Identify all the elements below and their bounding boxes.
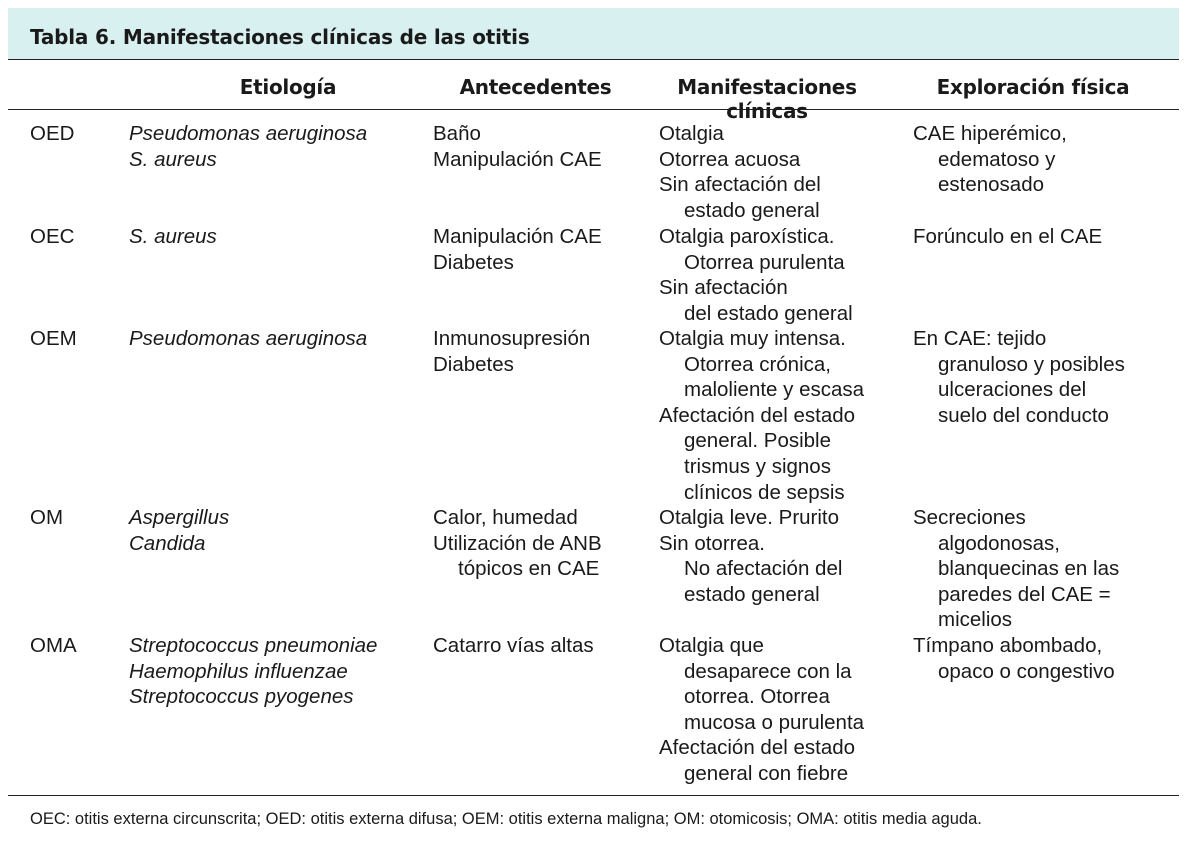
cell-line: otorrea. Otorrea <box>684 685 830 709</box>
header-etiologia: Etiología <box>239 75 337 99</box>
cell-line: Streptococcus pyogenes <box>129 685 354 709</box>
antecedentes-cell <box>433 326 590 377</box>
cell-line: Diabetes <box>433 250 514 274</box>
cell-line: No afectación del <box>684 557 843 581</box>
table-title: Tabla 6. Manifestaciones clínicas de las otitis <box>30 25 530 49</box>
cell-line: Sin otorrea. <box>659 531 765 555</box>
manifestaciones-cell <box>659 224 853 326</box>
manifestaciones-cell <box>659 505 842 607</box>
header-manifestaciones: Manifestaciones clínicas <box>677 75 857 123</box>
cell-line: OMA <box>30 634 77 657</box>
cell-line: Calor, humedad <box>433 506 578 529</box>
cell-line: maloliente y escasa <box>684 378 865 402</box>
cell-line: estenosado <box>938 173 1045 197</box>
cell-line: Sin afectación del <box>659 173 821 197</box>
cell-line: OED <box>30 122 75 145</box>
cell-line: Baño <box>433 122 481 145</box>
cell-line: S. aureus <box>129 147 217 171</box>
cell-line: suelo del conducto <box>938 403 1109 427</box>
cell-line: Sin afectación <box>659 276 788 300</box>
cell-line: edematoso y <box>938 147 1056 171</box>
exploracion-cell <box>913 224 1102 250</box>
cell-line: micelios <box>938 608 1013 632</box>
cell-line: Streptococcus pneumoniae <box>129 634 378 657</box>
antecedentes-cell <box>433 633 594 659</box>
etiologia-cell <box>129 633 377 710</box>
cell-line: granuloso y posibles <box>938 352 1125 376</box>
cell-line: trismus y signos <box>684 454 831 478</box>
cell-line: Afectación del estado <box>659 403 856 427</box>
cell-line: paredes del CAE = <box>938 582 1111 606</box>
exploracion-cell <box>913 326 1125 428</box>
exploracion-cell <box>913 121 1067 198</box>
abbr-cell <box>30 121 74 147</box>
abbr-cell <box>30 505 63 531</box>
abbr-cell <box>30 326 77 352</box>
etiologia-cell <box>129 224 217 250</box>
cell-line: Inmunosupresión <box>433 327 591 350</box>
abbr-cell <box>30 224 74 250</box>
antecedentes-cell <box>433 224 602 275</box>
cell-line: estado general <box>684 198 820 222</box>
cell-line: blanquecinas en las <box>938 557 1120 581</box>
cell-line: OEC <box>30 225 75 248</box>
cell-line: Manipulación CAE <box>433 225 602 248</box>
cell-line: tópicos en CAE <box>458 557 600 581</box>
cell-line: S. aureus <box>129 225 217 248</box>
etiologia-cell <box>129 326 367 352</box>
cell-line: Utilización de ANB <box>433 531 602 555</box>
cell-line: general. Posible <box>684 429 832 453</box>
exploracion-cell <box>913 505 1119 633</box>
antecedentes-cell <box>433 121 602 172</box>
cell-line: Otalgia muy intensa. <box>659 327 846 350</box>
table-row-om <box>8 505 1179 633</box>
table-row-oma <box>8 633 1179 787</box>
cell-line: general con fiebre <box>684 761 849 785</box>
table-footnote: OEC: otitis externa circunscrita; OED: otitis externa difusa; OEM: otitis externa maligna; OM: otomicosis; OMA: otitis media aguda. <box>30 810 982 828</box>
cell-line: Afectación del estado <box>659 736 856 760</box>
cell-line: desaparece con la <box>684 659 852 683</box>
cell-line: clínicos de sepsis <box>684 480 845 504</box>
cell-line: Diabetes <box>433 352 514 376</box>
cell-line: Otalgia que <box>659 634 764 657</box>
manifestaciones-cell <box>659 326 864 505</box>
antecedentes-cell <box>433 505 602 582</box>
etiologia-cell <box>129 121 367 172</box>
header-exploracion: Exploración física <box>936 75 1130 99</box>
table-row-oem <box>8 326 1179 505</box>
cell-line: Pseudomonas aeruginosa <box>129 327 368 350</box>
manifestaciones-cell <box>659 121 821 223</box>
table-body <box>8 121 1179 787</box>
header-antecedentes: Antecedentes <box>459 75 612 99</box>
cell-line: Candida <box>129 531 206 555</box>
cell-line: OM <box>30 506 64 529</box>
cell-line: Otorrea crónica, <box>684 352 831 376</box>
cell-line: mucosa o purulenta <box>684 710 865 734</box>
cell-line: CAE hiperémico, <box>913 122 1067 145</box>
cell-line: Pseudomonas aeruginosa <box>129 122 368 145</box>
cell-line: Catarro vías altas <box>433 634 594 657</box>
cell-line: algodonosas, <box>938 531 1060 555</box>
table-header-row <box>8 62 1179 123</box>
cell-line: Otorrea purulenta <box>684 250 845 274</box>
cell-line: estado general <box>684 582 820 606</box>
cell-line: Aspergillus <box>129 506 230 529</box>
cell-line: Forúnculo en el CAE <box>913 225 1103 248</box>
table-bottom-rule <box>8 795 1179 796</box>
abbr-cell <box>30 633 77 659</box>
cell-line: OEM <box>30 327 77 350</box>
table-row-oed <box>8 121 1179 224</box>
cell-line: Otalgia <box>659 122 724 145</box>
cell-line: Manipulación CAE <box>433 147 602 171</box>
cell-line: del estado general <box>684 301 853 325</box>
exploracion-cell <box>913 633 1115 684</box>
table-row-oec <box>8 224 1179 326</box>
cell-line: opaco o congestivo <box>938 659 1115 683</box>
cell-line: Otalgia paroxística. <box>659 225 835 248</box>
manifestaciones-cell <box>659 633 864 787</box>
cell-line: En CAE: tejido <box>913 327 1047 350</box>
cell-line: ulceraciones del <box>938 378 1087 402</box>
cell-line: Secreciones <box>913 506 1026 529</box>
etiologia-cell <box>129 505 229 556</box>
cell-line: Haemophilus influenzae <box>129 659 348 683</box>
cell-line: Otalgia leve. Prurito <box>659 506 840 529</box>
table-title-bar <box>8 8 1179 60</box>
cell-line: Tímpano abombado, <box>913 634 1103 657</box>
cell-line: Otorrea acuosa <box>659 147 801 171</box>
